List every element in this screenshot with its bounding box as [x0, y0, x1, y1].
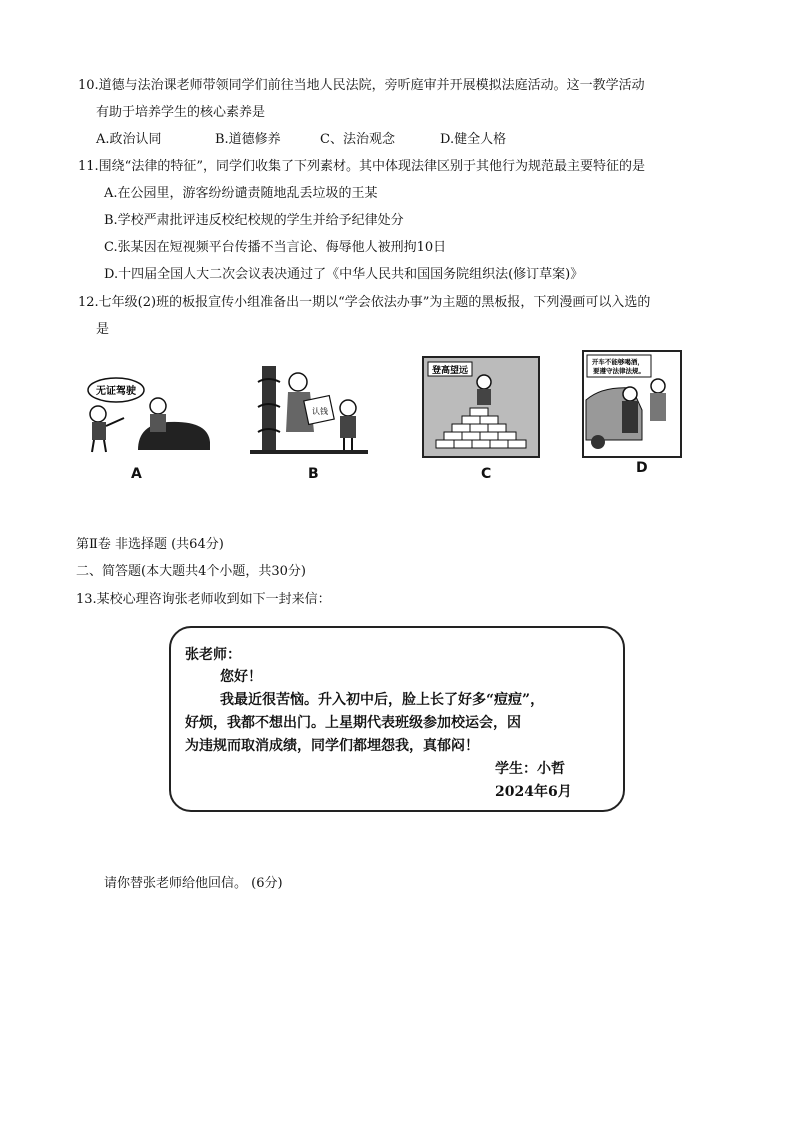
letter-greeting: 您好！: [220, 669, 262, 685]
q10-option-a: A.政治认同: [96, 132, 162, 147]
q11-stem: 11.围绕“法律的特征”，同学们收集了下列素材。其中体现法律区别于其他行为规范最主要特征的是: [78, 159, 645, 174]
section2-part: 二、简答题(本大题共4个小题，共30分): [76, 564, 306, 579]
cartoon-b-sign: 认钱: [312, 407, 328, 416]
letter-body-line2: 好烦，我都不想出门。上星期代表班级参加校运会，因: [185, 715, 521, 731]
q11-option-a: A.在公园里，游客纷纷谴责随地乱丢垃圾的王某: [104, 186, 378, 201]
cartoon-a-label: A: [131, 466, 142, 482]
q10-stem-line1: 10.道德与法治课老师带领同学们前往当地人民法院，旁听庭审并开展模拟法庭活动。这一教学活动: [78, 78, 645, 93]
letter-signature: 学生：小哲: [495, 761, 565, 777]
letter-salutation: 张老师：: [185, 647, 241, 663]
q11-option-b: B.学校严肃批评违反校纪校规的学生并给予纪律处分: [104, 213, 404, 228]
cartoon-d-image: [582, 350, 682, 458]
cartoon-d-sign: 开车不能够喝酒， 要遵守法律法规。: [591, 358, 645, 375]
letter-body-line3: 为违规而取消成绩，同学们都埋怨我，真郁闷！: [185, 738, 479, 754]
q13-task: 请你替张老师给他回信。 (6分): [104, 876, 283, 891]
cartoon-b-image: [248, 362, 370, 457]
letter-body-line1: 我最近很苦恼。升入初中后，脸上长了好多“痘痘”，: [220, 692, 545, 708]
q11-option-c: C.张某因在短视频平台传播不当言论、侮辱他人被刑拘10日: [104, 240, 447, 255]
q11-option-d: D.十四届全国人大二次会议表决通过了《中华人民共和国国务院组织法(修订草案)》: [104, 267, 584, 282]
cartoon-b-label: B: [308, 466, 319, 482]
q12-stem-line2: 是: [96, 322, 110, 337]
cartoon-c-label: C: [481, 466, 492, 482]
section2-title: 第Ⅱ卷 非选择题 (共64分): [76, 537, 224, 552]
q12-stem-line1: 12.七年级(2)班的板报宣传小组准备出一期以“学会依法办事”为主题的黑板报，下列漫画可以入选的: [78, 295, 651, 310]
q10-option-d: D.健全人格: [440, 132, 507, 147]
q13-stem: 13.某校心理咨询张老师收到如下一封来信：: [76, 592, 331, 607]
cartoon-a-sign: 无证驾驶: [96, 386, 136, 397]
cartoon-c-image: [422, 356, 540, 458]
cartoon-d-label: D: [636, 460, 648, 476]
q10-option-b: B.道德修养: [215, 132, 281, 147]
q10-stem-line2: 有助于培养学生的核心素养是: [96, 105, 266, 120]
q10-option-c: C、法治观念: [320, 132, 395, 147]
cartoon-c-sign: 登高望远: [431, 366, 469, 376]
letter-date: 2024年6月: [495, 784, 572, 800]
cartoon-a-image: [78, 362, 218, 457]
